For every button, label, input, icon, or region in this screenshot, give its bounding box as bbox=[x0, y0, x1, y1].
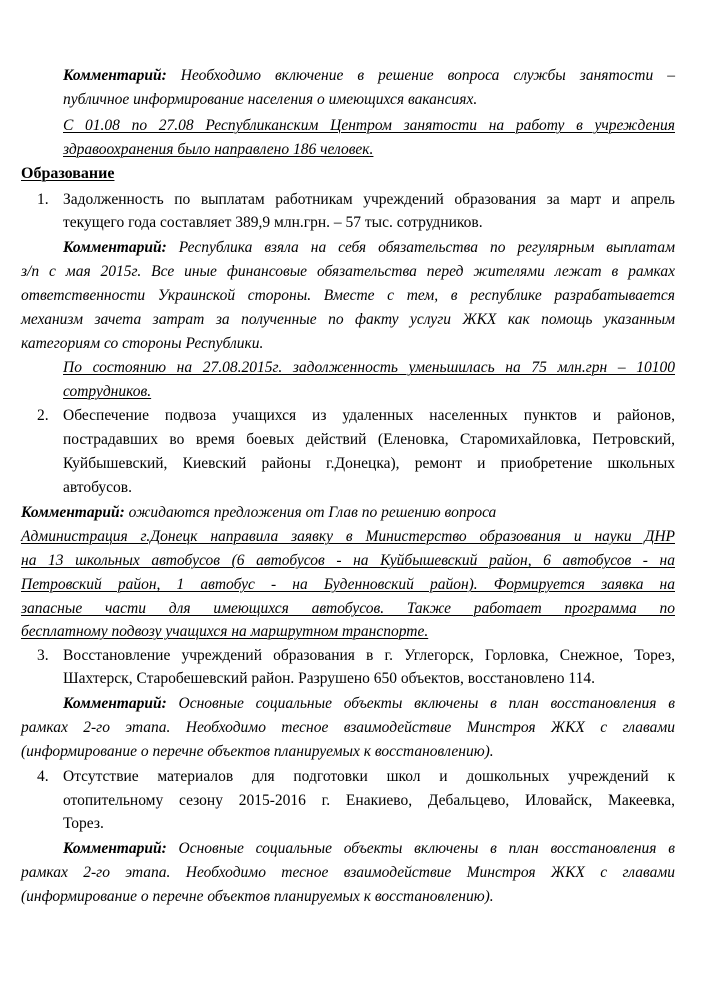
list-number: 4. bbox=[37, 768, 49, 785]
list-item-text: Восстановление учреждений образования в г. Углегорск, Горловка, Снежное, Торез, bbox=[63, 647, 675, 664]
comment-text: Республика взяла на себя обязательства по регулярным выплатам bbox=[178, 239, 675, 256]
comment-line bbox=[63, 238, 675, 258]
list-number: 1. bbox=[37, 191, 49, 208]
comment-line: механизм зачета затрат за полученные по факту услуги ЖКХ как помощь указанным bbox=[21, 311, 675, 328]
list-item-text: Отсутствие материалов для подготовки школ и дошкольных учреждений к bbox=[63, 768, 675, 785]
list-item-text: Торез. bbox=[63, 815, 104, 832]
comment-line bbox=[63, 694, 675, 714]
comment-text: ожидаются предложения от Глав по решению вопроса bbox=[128, 504, 497, 521]
underlined-line: Администрация г.Донецк направила заявку в Министерство образования и науки ДНР bbox=[21, 528, 675, 545]
comment-line: категориям со стороны Республики. bbox=[21, 335, 264, 352]
comment-line bbox=[21, 503, 496, 523]
list-item-text: Шахтерск, Старобешевский район. Разрушено 650 объектов, восстановлено 114. bbox=[63, 670, 595, 687]
comment-line: рамках 2-го этапа. Необходимо тесное взаимодействие Минстроя ЖКХ с главами bbox=[21, 719, 675, 736]
underlined-line: сотрудников. bbox=[63, 383, 152, 400]
comment-line bbox=[63, 839, 675, 859]
list-item-text: Задолженность по выплатам работникам учреждений образования за март и апрель bbox=[63, 191, 675, 208]
underlined-line: здравоохранения было направлено 186 человек. bbox=[63, 141, 374, 158]
underlined-line: запасные части для имеющихся автобусов. Также работает программа по bbox=[21, 600, 675, 617]
list-item-text: Куйбышевский, Киевский районы г.Донецка), ремонт и приобретение школьных bbox=[63, 455, 675, 472]
list-item-text: Обеспечение подвоза учащихся из удаленных населенных пунктов и районов, bbox=[63, 407, 675, 424]
comment-text: Основные социальные объекты включены в план восстановления в bbox=[178, 840, 675, 857]
comment-label: Комментарий: bbox=[21, 504, 125, 521]
comment-label: Комментарий: bbox=[63, 840, 167, 857]
list-item-text: отопительному сезону 2015-2016 г. Енакиево, Дебальцево, Иловайск, Макеевка, bbox=[63, 792, 675, 809]
list-number: 2. bbox=[37, 407, 49, 424]
underlined-line: По состоянию на 27.08.2015г. задолженность уменьшилась на 75 млн.грн – 10100 bbox=[63, 359, 675, 376]
comment-label: Комментарий: bbox=[63, 695, 167, 712]
comment-line bbox=[63, 66, 675, 86]
underlined-line: бесплатному подвозу учащихся на маршрутном транспорте. bbox=[21, 623, 429, 640]
underlined-line: на 13 школьных автобусов (6 автобусов - на Куйбышевский район, 6 автобусов - на bbox=[21, 552, 675, 569]
underlined-line: Петровский район, 1 автобус - на Буденновский район). Формируется заявка на bbox=[21, 576, 675, 593]
comment-line: (информирование о перечне объектов планируемых к восстановлению). bbox=[21, 888, 494, 905]
section-title: Образование bbox=[21, 165, 115, 182]
comment-line: публичное информирование населения о имеющихся вакансиях. bbox=[63, 91, 478, 108]
comment-label: Комментарий: bbox=[63, 67, 167, 84]
comment-text: Необходимо включение в решение вопроса службы занятости – bbox=[180, 67, 675, 84]
list-item-text: пострадавших во время боевых действий (Еленовка, Старомихайловка, Петровский, bbox=[63, 431, 675, 448]
comment-label: Комментарий: bbox=[63, 239, 167, 256]
list-item-text: автобусов. bbox=[63, 479, 133, 496]
comment-text: Основные социальные объекты включены в план восстановления в bbox=[178, 695, 675, 712]
list-number: 3. bbox=[37, 647, 49, 664]
comment-line: з/п с мая 2015г. Все иные финансовые обязательства перед жителями лежат в рамках bbox=[21, 263, 675, 280]
list-item-text: текущего года составляет 389,9 млн.грн. – 57 тыс. сотрудников. bbox=[63, 214, 483, 231]
comment-line: (информирование о перечне объектов планируемых к восстановлению). bbox=[21, 743, 494, 760]
comment-line: ответственности Украинской стороны. Вместе с тем, в республике разрабатывается bbox=[21, 287, 675, 304]
comment-line: рамках 2-го этапа. Необходимо тесное взаимодействие Минстроя ЖКХ с главами bbox=[21, 864, 675, 881]
underlined-line: С 01.08 по 27.08 Республиканским Центром занятости на работу в учреждения bbox=[63, 117, 675, 134]
